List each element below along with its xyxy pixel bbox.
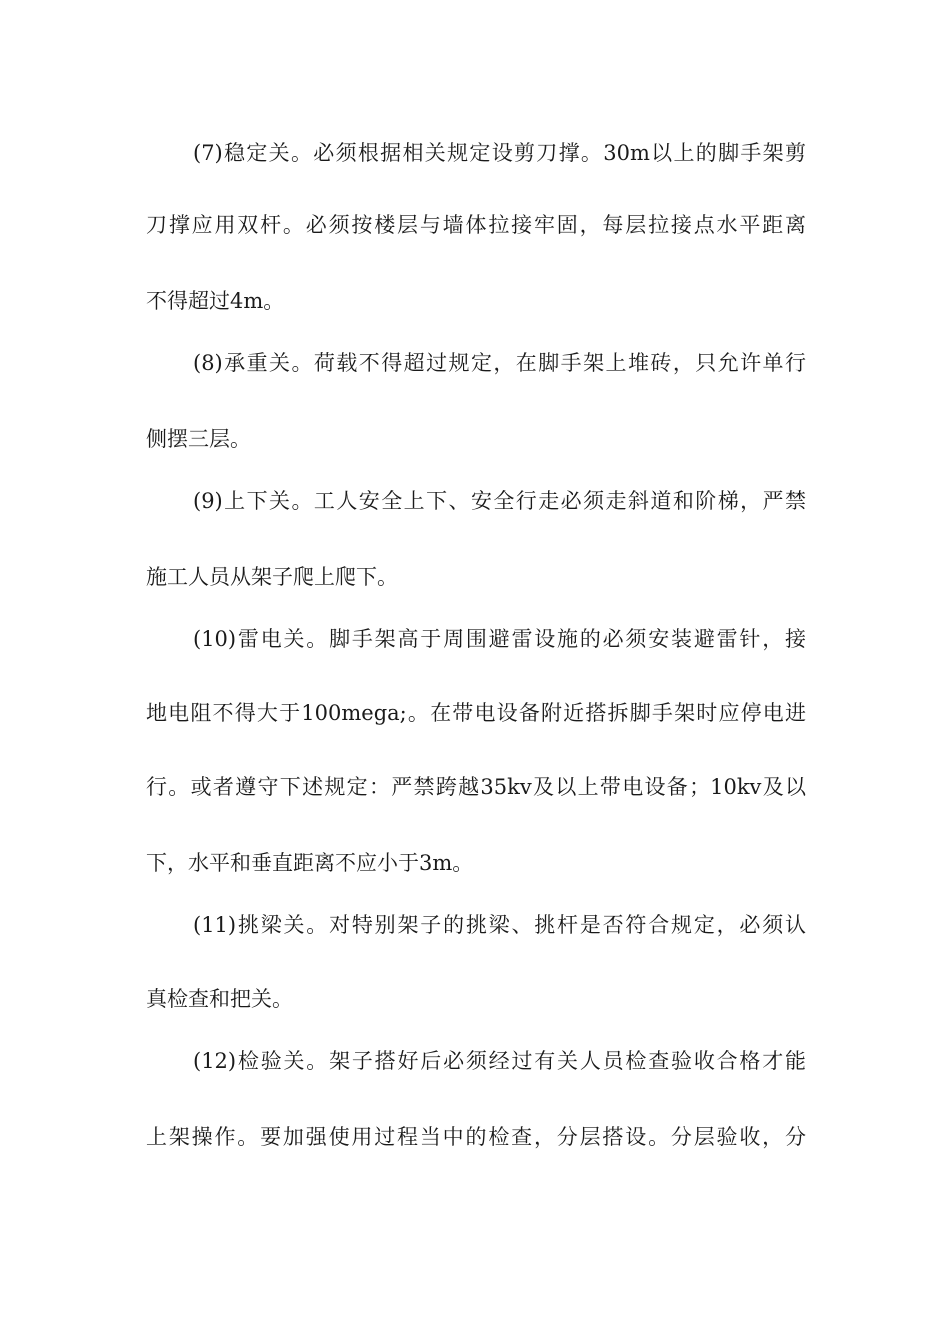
paragraph-8-line-2: 侧摆三层。 xyxy=(146,427,251,451)
paragraph-7-line-1: (7)稳定关。必须根据相关规定设剪刀撑。30m以上的脚手架剪 xyxy=(193,141,806,165)
paragraph-9-line-2: 施工人员从架子爬上爬下。 xyxy=(146,565,398,589)
paragraph-12-line-2: 上架操作。要加强使用过程当中的检查，分层搭设。分层验收，分 xyxy=(146,1125,806,1149)
paragraph-11-line-1: (11)挑梁关。对特别架子的挑梁、挑杆是否符合规定，必须认 xyxy=(193,913,806,937)
paragraph-8-line-1: (8)承重关。荷载不得超过规定，在脚手架上堆砖，只允许单行 xyxy=(193,351,806,375)
paragraph-9-line-1: (9)上下关。工人安全上下、安全行走必须走斜道和阶梯，严禁 xyxy=(193,489,806,513)
paragraph-10-line-3: 行。或者遵守下述规定：严禁跨越35kv及以上带电设备；10kv及以 xyxy=(146,775,806,799)
paragraph-7-line-2: 刀撑应用双杆。必须按楼层与墙体拉接牢固，每层拉接点水平距离 xyxy=(146,213,806,237)
paragraph-10-line-4: 下，水平和垂直距离不应小于3m。 xyxy=(146,851,474,875)
paragraph-11-line-2: 真检查和把关。 xyxy=(146,987,293,1011)
paragraph-10-line-2: 地电阻不得大于100mega;。在带电设备附近搭拆脚手架时应停电进 xyxy=(146,701,806,725)
paragraph-10-line-1: (10)雷电关。脚手架高于周围避雷设施的必须安装避雷针，接 xyxy=(193,627,806,651)
paragraph-7-line-3: 不得超过4m。 xyxy=(146,289,285,313)
paragraph-12-line-1: (12)检验关。架子搭好后必须经过有关人员检查验收合格才能 xyxy=(193,1049,806,1073)
